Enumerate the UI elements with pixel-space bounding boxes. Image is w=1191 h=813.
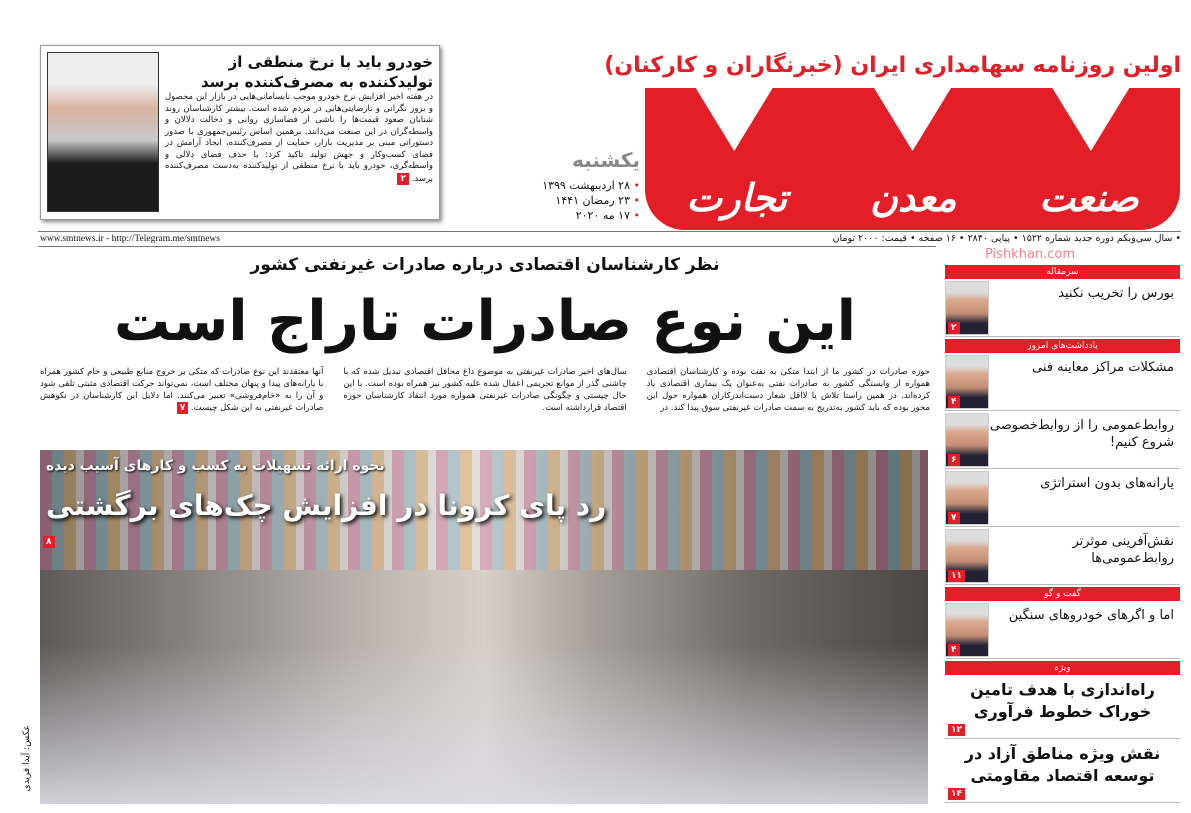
bazaar-photo[interactable] [40,450,928,804]
sidebar-item[interactable] [945,281,1180,337]
item-title: روابط‌عمومی را از روابط‌خصوصی شروع کنیم! [989,418,1174,450]
photo-credit: عکس: آیدا فریدی [22,725,32,792]
issue-info: • سال سی‌ویکم دوره جدید شماره ۱۵۲۲ • پیاپی ۲۸۴۰ • ۱۶ صفحه • قیمت: ۲۰۰۰ تومان [832,233,1181,244]
item-title: بورس را تخریب نکنید [1058,286,1174,301]
item-title: اما و اگرهای خودروهای سنگین [1008,608,1174,623]
main-body [40,366,930,414]
sidebar-item[interactable] [945,471,1180,527]
page-number: ۴ [948,644,960,656]
page-number: ۶ [948,454,960,466]
section-label: گفت و گو [945,587,1180,601]
page-number: ۲ [948,322,960,334]
info-bar [40,233,1181,245]
page-number: ۸ [43,536,55,548]
divider [38,246,936,247]
section-label: سرمقاله [945,265,1180,279]
sidebar [945,265,1180,803]
story-photo [47,52,159,212]
masthead-tagline: اولین روزنامه سهامداری ایران (خبرنگاران و کارکنان) [604,53,1181,78]
item-title: نقش‌آفرینی موثرتر روابط‌عمومی‌ها [1072,534,1174,566]
page-number: ۷ [948,512,960,524]
sidebar-item[interactable] [945,603,1180,659]
page-number: ۱۴ [948,788,965,800]
website-links[interactable]: www.smtnews.ir - http://Telegram.me/smtnews [40,234,220,244]
body-column: حوزه صادرات در کشور ما از ابتدا متکی به نفت بوده و کارشناسان اقتصادی همواره از وابستگی کشور به صادرات نفتی به‌عنوان یک بیماری اقتصادی یاد کرده‌اند. در همین راستا تلاش یا لااقل شعار دست‌اندرکاران همواره حول این محور بوده که باید کشور به‌تدریج به سمت صادرات غیرنفتی سوق پیدا کند. در [646,367,930,413]
item-title: نقش ویژه مناطق آزاد در توسعه اقتصاد مقاومتی [964,744,1161,785]
item-title: مشکلات مراکز معاینه فنی [1032,360,1174,375]
sidebar-item[interactable] [945,413,1180,469]
section-label: ویژه [945,661,1180,675]
item-title: راه‌اندازی با هدف تامین خوراک خطوط فرآوری [970,680,1155,721]
top-story-title[interactable]: خودرو باید با نرخ منطقی از تولیدکننده به مصرف‌کننده برسد [200,53,433,91]
logo-word: معدن [869,176,957,220]
date-gregorian: ۱۷ مه ۲۰۲۰ [575,209,630,222]
page-number: ۷ [177,402,189,414]
watermark: Pishkhan.com [985,247,1076,262]
logo-word: صنعت [1039,176,1139,220]
special-item[interactable] [945,739,1180,803]
weekday: یکشنبه [572,148,640,172]
page-number: ۱۲ [948,724,965,736]
body-column: آنها معتقدند این نوع صادرات که متکی بر خروج منابع طبیعی و خام کشور همراه با یارانه‌های پیدا و پنهان مختلف است، نمی‌تواند حرکت اقتصادی مثبتی تلقی شود و آن را به «خام‌فروشی» تعبیر می‌کنند. اما دلایل این کارشناسان در نکوهش صادرات غیرنفتی به این شکل چیست. [40,367,324,413]
date-solar: ۲۸ اردیبهشت ۱۳۹۹ [542,179,630,192]
top-story-body: در هفته اخیر افزایش نرخ خودرو موجب نابسامانی‌هایی در بازار این محصول و بروز نگرانی و نارضایتی‌هایی در مردم شده است. بیشتر کارشناسان روند شتابان صعود قیمت‌ها را ناشی از فضاسازی روانی و دخالت دلالان و واسطه‌گران در این صنعت می‌دانند. برهمین اساس رئیس‌جمهوری با صدور دستوراتی مبنی بر مدیریت بازار، حمایت از مصرف‌کننده، ایجاد آرامش در فضای کسب‌وکار و جهش تولید تاکید کرد: با حذف فضای دلالی و واسطه‌گری، خودرو باید با نرخ منطقی از تولیدکننده به‌دست مصرف‌کننده برسد. [165,92,433,184]
photo-headline[interactable]: رد پای کرونا در افزایش چک‌های برگشتی [46,489,607,522]
body-column: سال‌های اخیر صادرات غیرنفتی به موضوع داغ محافل اقتصادی تبدیل شده که با چاشنی گذر از موانع تحریمی اعمال شده علیه کشور نیز همراه بوده است. با این حال چیستی و چگونگی صادرات غیرنفتی همواره مورد انتقاد کارشناسان حوزه اقتصاد قرارداشته است. [343,367,627,413]
date-lunar: ۲۳ رمضان ۱۴۴۱ [555,194,630,207]
logo-word: تجارت [686,176,788,220]
sidebar-item[interactable] [945,529,1180,585]
newspaper-logo [645,88,1180,230]
top-story[interactable] [40,45,440,220]
special-item[interactable] [945,675,1180,739]
photo-kicker: نحوه ارائه تسهیلات به کسب و کارهای آسیب دیده [46,458,385,474]
page-number: ۴ [948,396,960,408]
sidebar-item[interactable] [945,355,1180,411]
item-title: یارانه‌های بدون استراتژی [1040,476,1174,491]
page-number: ۲ [397,173,409,185]
main-kicker: نظر کارشناسان اقتصادی درباره صادرات غیرنفتی کشور [250,255,720,275]
divider [38,231,1181,232]
page-number: ۱۱ [948,570,965,582]
main-headline[interactable]: این نوع صادرات تاراج است [114,289,856,354]
section-label: یادداشت‌های امروز [945,339,1180,353]
issue-date: یکشنبه • ۲۸ اردیبهشت ۱۳۹۹ • ۲۳ رمضان ۱۴۴۱ • ۱۷ مه ۲۰۲۰ [540,148,640,223]
